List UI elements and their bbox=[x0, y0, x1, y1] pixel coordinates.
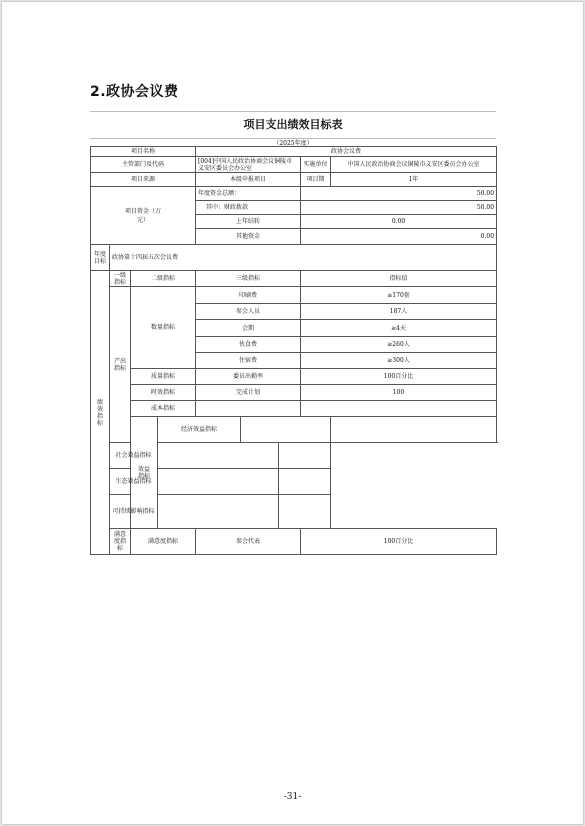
output-label bbox=[110, 287, 131, 443]
table-title-box bbox=[90, 111, 496, 139]
col-level1 bbox=[110, 271, 131, 287]
funds-total-value: 50.00 bbox=[301, 187, 497, 201]
funds-carryover-label: 上年结转 bbox=[196, 215, 301, 229]
perf-label-text: 绩效指标 bbox=[96, 398, 103, 427]
document-page bbox=[2, 2, 583, 824]
satisfaction-label-text: 满意度指标 bbox=[113, 531, 126, 552]
funds-other-value: 0.00 bbox=[301, 229, 497, 245]
table-title: 项目支出绩效目标表 bbox=[243, 118, 343, 131]
satisfaction-sub: 满意度指标 bbox=[131, 529, 196, 555]
cost-name bbox=[196, 401, 301, 417]
output-label-text: 产出指标 bbox=[113, 357, 126, 372]
annual-goal-label-text: 年度目标 bbox=[93, 250, 106, 265]
quality-value: 100百分比 bbox=[301, 369, 497, 385]
cost-value bbox=[301, 401, 497, 417]
period-value: 1年 bbox=[331, 173, 497, 187]
satisfaction-label bbox=[110, 529, 131, 555]
quantity-value-2: 187人 bbox=[301, 304, 497, 320]
funds-label bbox=[91, 187, 196, 245]
quantity-value-4: ≥260人 bbox=[301, 337, 497, 353]
period-label: 项目期 bbox=[301, 173, 331, 187]
quantity-name-4: 伙食费 bbox=[196, 337, 301, 353]
quality-label: 质量指标 bbox=[131, 369, 196, 385]
time-label: 时效指标 bbox=[131, 385, 196, 401]
page-number: -31- bbox=[283, 792, 302, 802]
funds-carryover-value: 0.00 bbox=[301, 215, 497, 229]
table-year: （2025年度） bbox=[273, 140, 313, 147]
project-name-value: 政协会议费 bbox=[196, 147, 497, 157]
funds-other-label: 其他资金 bbox=[196, 229, 301, 245]
col-level3: 三级指标 bbox=[196, 271, 301, 287]
benefit-row-4: 可持续影响指标 bbox=[110, 495, 158, 529]
satisfaction-value: 100百分比 bbox=[301, 529, 497, 555]
quality-name: 委员出勤率 bbox=[196, 369, 301, 385]
funds-total-label: 年度资金总额： bbox=[196, 187, 301, 201]
benefit-row-1: 经济效益指标 bbox=[158, 417, 241, 443]
impl-label: 实施单位 bbox=[301, 157, 331, 173]
performance-table bbox=[90, 146, 497, 555]
project-name-label: 项目名称 bbox=[91, 147, 196, 157]
dept-value: [004]中国人民政治协商会议铜陵市义安区委员会办公室 bbox=[196, 157, 301, 173]
dept-label: 主管部门及代码 bbox=[91, 157, 196, 173]
quantity-label: 数量指标 bbox=[131, 287, 196, 369]
cost-label: 成本指标 bbox=[131, 401, 196, 417]
col-value: 指标值 bbox=[301, 271, 497, 287]
quantity-name-1: 印刷费 bbox=[196, 287, 301, 304]
quantity-value-3: ≥4天 bbox=[301, 320, 497, 337]
funds-label-text: 项目资金（万元） bbox=[125, 207, 162, 224]
annual-goal-label bbox=[91, 245, 110, 271]
impl-value: 中国人民政治协商会议铜陵市义安区委员会办公室 bbox=[331, 157, 497, 173]
benefit-row-2: 社会效益指标 bbox=[110, 443, 158, 469]
source-label: 项目来源 bbox=[91, 173, 196, 187]
quantity-name-5: 住宿费 bbox=[196, 353, 301, 369]
quantity-value-1: ≥170套 bbox=[301, 287, 497, 304]
time-name: 完成计划 bbox=[196, 385, 301, 401]
funds-fiscal-label: 其中：财政拨款 bbox=[196, 201, 301, 215]
annual-goal-value: 政协第十四届五次会议费 bbox=[110, 245, 497, 271]
source-value: 本级申报项目 bbox=[196, 173, 301, 187]
quantity-name-3: 会期 bbox=[196, 320, 301, 337]
satisfaction-name: 参会代表 bbox=[196, 529, 301, 555]
col-level2: 二级指标 bbox=[131, 271, 196, 287]
section-title: 2.政协会议费 bbox=[90, 84, 179, 100]
col-level1-text: 一级指标 bbox=[113, 271, 126, 286]
perf-label bbox=[91, 271, 110, 555]
funds-fiscal-value: 50.00 bbox=[301, 201, 497, 215]
time-value: 100 bbox=[301, 385, 497, 401]
benefit-label-text: 效益指标 bbox=[137, 465, 150, 480]
quantity-name-2: 参会人员 bbox=[196, 304, 301, 320]
quantity-value-5: ≥300人 bbox=[301, 353, 497, 369]
benefit-row-3: 生态效益指标 bbox=[110, 469, 158, 495]
